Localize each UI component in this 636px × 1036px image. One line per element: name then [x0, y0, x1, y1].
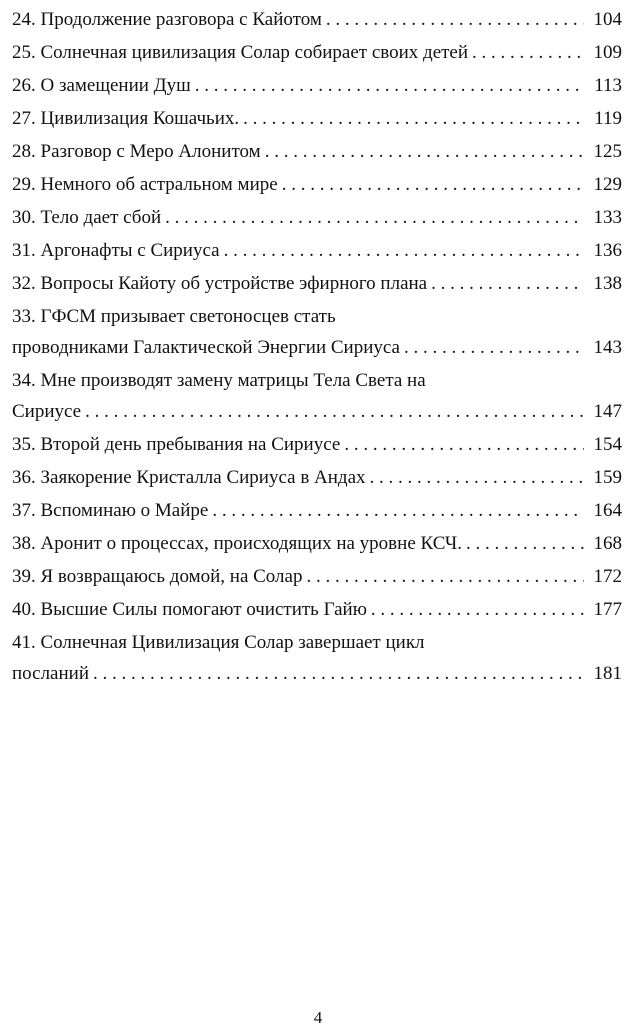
toc-entry-page-number: 138 [593, 273, 622, 294]
toc-entry-page-number: 164 [593, 500, 622, 521]
dot-leader [265, 136, 584, 167]
toc-entry [12, 528, 622, 559]
dot-leader [165, 202, 584, 233]
toc-entry-line [12, 202, 622, 233]
toc-entry-title: 26. О замещении Душ [12, 75, 191, 96]
toc-entry-page-number: 154 [593, 434, 622, 455]
table-of-contents [12, 4, 622, 691]
toc-entry-page-number: 104 [593, 9, 622, 30]
toc-entry-line [12, 332, 622, 363]
dot-leader [370, 462, 584, 493]
toc-entry-title: Сириусе [12, 401, 82, 422]
toc-entry-title: 27. Цивилизация Кошачьих. [12, 108, 240, 129]
dot-leader [224, 235, 584, 266]
dot-leader [195, 70, 584, 101]
toc-entry-page-number: 136 [593, 240, 622, 261]
dot-leader [93, 658, 584, 689]
toc-entry-line [12, 561, 622, 592]
dot-leader [212, 495, 584, 526]
dot-leader [85, 396, 584, 427]
toc-entry-page-number: 168 [593, 533, 622, 554]
toc-entry-line [12, 37, 622, 68]
toc-entry-title: 40. Высшие Силы помогают очистить Гайю [12, 599, 367, 620]
toc-entry-line [12, 495, 622, 526]
toc-entry-title: 38. Аронит о процессах, происходящих на уровне КСЧ. [12, 533, 463, 554]
toc-entry-title: 24. Продолжение разговора с Кайотом [12, 9, 322, 30]
dot-leader [472, 37, 584, 68]
toc-entry-line [12, 658, 622, 689]
toc-entry [12, 594, 622, 625]
toc-entry-title: 37. Вспоминаю о Майре [12, 500, 209, 521]
toc-entry [12, 37, 622, 68]
toc-entry-title: 32. Вопросы Кайоту об устройстве эфирного плана [12, 273, 428, 294]
toc-entry-title-first-line: 41. Солнечная Цивилизация Солар завершает цикл [12, 632, 425, 653]
toc-entry [12, 4, 622, 35]
toc-entry-line [12, 4, 622, 35]
dot-leader [404, 332, 584, 363]
toc-entry-title-first-line: 34. Мне производят замену матрицы Тела Света на [12, 370, 426, 391]
toc-entry-page-number: 129 [593, 174, 622, 195]
toc-entry [12, 103, 622, 134]
toc-entry [12, 70, 622, 101]
toc-entry-page-number: 125 [593, 141, 622, 162]
toc-entry-page-number: 119 [594, 108, 622, 129]
dot-leader [371, 594, 584, 625]
toc-entry-page-number: 133 [593, 207, 622, 228]
toc-entry-line [12, 169, 622, 200]
toc-entry-line [12, 268, 622, 299]
toc-entry-line [12, 594, 622, 625]
dot-leader [466, 528, 584, 559]
toc-entry-line [12, 462, 622, 493]
toc-entry-title: 39. Я возвращаюсь домой, на Солар [12, 566, 303, 587]
toc-entry-title: 30. Тело дает сбой [12, 207, 162, 228]
toc-entry [12, 268, 622, 299]
toc-entry [12, 429, 622, 460]
toc-entry [12, 462, 622, 493]
toc-entry [12, 169, 622, 200]
dot-leader [306, 561, 584, 592]
toc-entry-page-number: 143 [593, 337, 622, 358]
dot-leader [243, 103, 584, 134]
toc-entry [12, 627, 622, 689]
toc-entry-page-number: 177 [593, 599, 622, 620]
toc-entry-title-first-line: 33. ГФСМ призывает светоносцев стать [12, 306, 336, 327]
toc-entry [12, 495, 622, 526]
toc-entry-line [12, 103, 622, 134]
toc-entry-title: 28. Разговор с Меро Алонитом [12, 141, 261, 162]
dot-leader [282, 169, 584, 200]
toc-entry-title: проводниками Галактической Энергии Сириуса [12, 337, 400, 358]
dot-leader [431, 268, 584, 299]
toc-entry [12, 136, 622, 167]
toc-entry-line [12, 396, 622, 427]
toc-entry-page-number: 109 [593, 42, 622, 63]
dot-leader [326, 4, 584, 35]
toc-entry-title: 36. Заякорение Кристалла Сириуса в Андах [12, 467, 366, 488]
toc-entry [12, 365, 622, 427]
toc-entry [12, 561, 622, 592]
toc-entry-line [12, 528, 622, 559]
page-number: 4 [313, 1008, 323, 1027]
toc-entry-line [12, 429, 622, 460]
toc-entry-page-number: 181 [593, 663, 622, 684]
toc-entry-line [12, 136, 622, 167]
toc-entry-page-number: 172 [593, 566, 622, 587]
dot-leader [344, 429, 584, 460]
toc-entry-title: посланий [12, 663, 89, 684]
toc-entry-page-number: 113 [594, 75, 622, 96]
toc-entry-title: 31. Аргонафты с Сириуса [12, 240, 220, 261]
toc-entry-line [12, 235, 622, 266]
toc-entry-page-number: 159 [593, 467, 622, 488]
toc-entry-title: 29. Немного об астральном мире [12, 174, 278, 195]
toc-entry-line [12, 70, 622, 101]
toc-entry-title: 25. Солнечная цивилизация Солар собирает своих детей [12, 42, 469, 63]
toc-entry [12, 301, 622, 363]
toc-entry [12, 235, 622, 266]
toc-entry [12, 202, 622, 233]
toc-entry-page-number: 147 [593, 401, 622, 422]
toc-entry-title: 35. Второй день пребывания на Сириусе [12, 434, 341, 455]
